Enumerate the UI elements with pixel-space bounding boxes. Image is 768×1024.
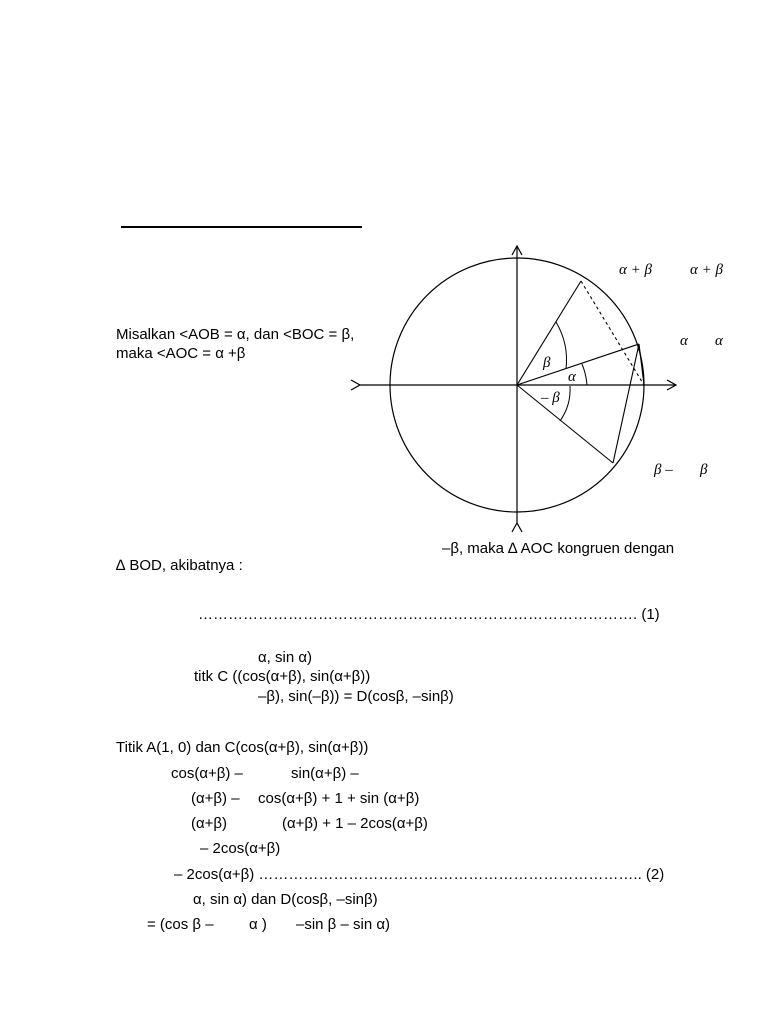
point-d-label-left: β – [654,462,673,478]
step-3b: (α+β) + 1 – 2cos(α+β) [282,815,428,832]
equation-1: ……………………………………………………………………………. (1) [198,606,660,623]
point-b-label-left: α [680,333,688,349]
neg-beta-arc [560,386,570,421]
coord-b: α, sin α) [258,649,313,666]
neg-beta-angle-label: – β [541,390,560,406]
step-2b: cos(α+β) + 1 + sin (α+β) [258,790,420,807]
congruence-line-1: –β, maka ∆ AOC kongruen dengan [442,540,675,557]
radius-ob [517,344,639,385]
points-b-d: α, sin α) dan D(cosβ, –sinβ) [193,891,378,908]
step-2a: (α+β) – [191,790,240,807]
radius-od [517,385,613,463]
beta-arc [556,322,567,369]
step-4: – 2cos(α+β) [200,840,281,857]
congruence-line-2: ∆ BOD, akibatnya : [116,557,243,574]
step-6a: = (cos β – [147,916,214,933]
step-1b: sin(α+β) – [291,765,359,782]
equation-2: – 2cos(α+β) ………………………………………………………………….. (2) [174,866,665,883]
step-1a: cos(α+β) – [171,765,243,782]
point-c-label-left: α + β [619,262,652,278]
chord-bd [613,344,639,463]
point-d-label-right: β [700,462,708,478]
point-b-label-right: α [715,333,723,349]
step-6c: –sin β – sin α) [296,916,390,933]
points-a-c: Titik A(1, 0) dan C(cos(α+β), sin(α+β)) [116,739,369,756]
alpha-arc [582,364,587,385]
coord-d: –β), sin(–β)) = D(cosβ, –sinβ) [258,688,454,705]
point-c-label-right: α + β [690,262,723,278]
alpha-angle-label: α [568,369,576,385]
intro-line-2: maka <AOC = α +β [116,345,246,362]
coord-c: titk C ((cos(α+β), sin(α+β)) [194,668,371,685]
chord-ac [581,281,644,385]
beta-angle-label: β [543,355,551,371]
intro-line-1: Misalkan <AOB = α, dan <BOC = β, [116,326,355,343]
step-3a: (α+β) [191,815,228,832]
step-6b: α ) [249,916,267,933]
